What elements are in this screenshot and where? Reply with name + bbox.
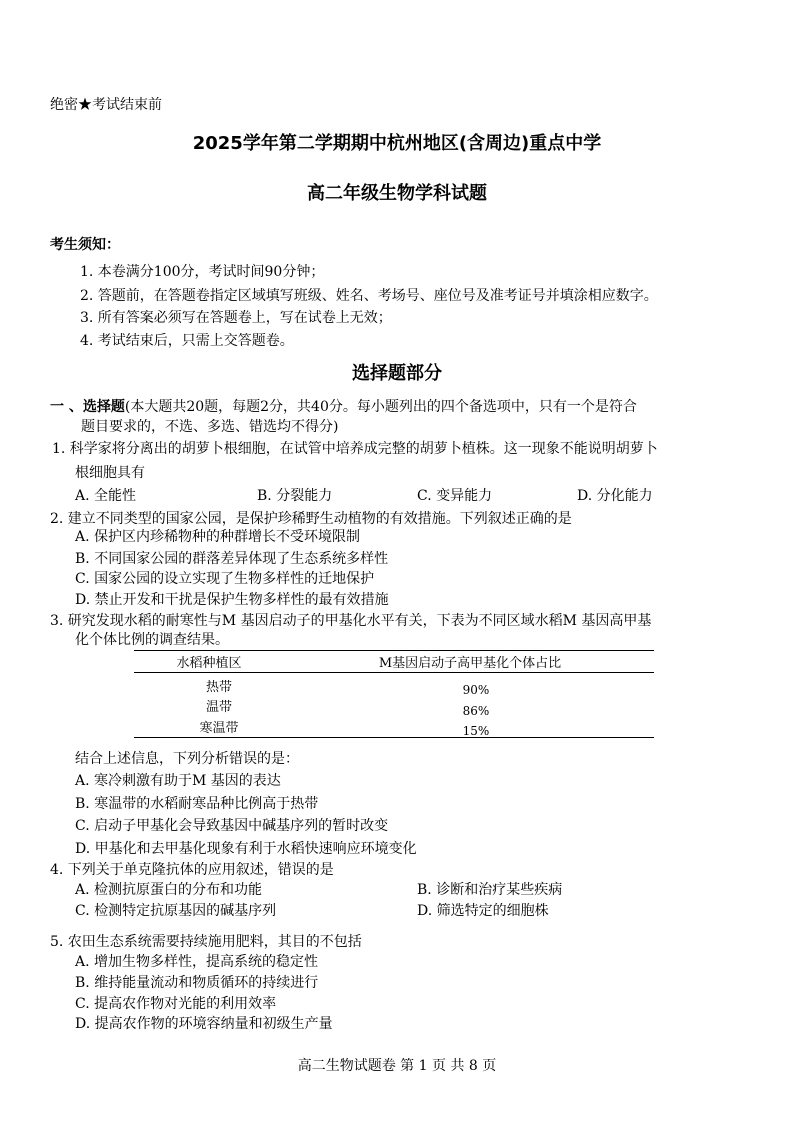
question-3-option-c: C. 启动子甲基化会导致基因中碱基序列的暂时改变 [75, 818, 389, 834]
question-2-stem: 2. 建立不同类型的国家公园，是保护珍稀野生动植物的有效措施。下列叙述正确的是 [50, 511, 572, 527]
table-header-ratio: M基因启动子高甲基化个体占比 [378, 656, 562, 671]
table-header-rule [134, 672, 654, 673]
notice-item: 2. 答题前，在答题卷指定区域填写班级、姓名、考场号、座位号及准考证号并填涂相应数字。 [80, 288, 658, 304]
question-2-option-d: D. 禁止开发和干扰是保护生物多样性的最有效措施 [75, 592, 389, 608]
exam-title: 2025学年第二学期期中杭州地区(含周边)重点中学 [192, 133, 602, 154]
question-2-option-a: A. 保护区内珍稀物种的种群增长不受环境限制 [75, 529, 361, 545]
exam-subtitle: 高二年级生物学科试题 [307, 183, 487, 204]
part-label: 一 、选择题 [50, 399, 125, 415]
table-cell-ratio: 15% [462, 724, 490, 738]
table-top-rule [134, 650, 654, 651]
question-5-option-d: D. 提高农作物的环境容纳量和初级生产量 [75, 1016, 333, 1032]
question-5-stem: 5. 农田生态系统需要持续施用肥料，其目的不包括 [50, 934, 362, 950]
question-1-stem: 1. 科学家将分离出的胡萝卜根细胞，在试管中培养成完整的胡萝卜植株。这一现象不能说明胡萝卜 [52, 441, 658, 457]
table-cell-region: 热带 [205, 680, 232, 695]
question-5-option-a: A. 增加生物多样性，提高系统的稳定性 [75, 954, 319, 970]
notice-item: 3. 所有答案必须写在答题卷上，写在试卷上无效； [80, 310, 392, 326]
question-2-option-b: B. 不同国家公园的群落差异体现了生态系统多样性 [75, 551, 389, 567]
question-3-stem-cont: 化个体比例的调查结果。 [75, 632, 229, 648]
question-1-stem-cont: 根细胞具有 [75, 465, 145, 481]
notice-item: 4. 考试结束后，只需上交答题卷。 [80, 333, 294, 349]
question-1-option-a: A. 全能性 [75, 488, 137, 504]
question-3-option-b: B. 寒温带的水稻耐寒品种比例高于热带 [75, 796, 319, 812]
question-3-lead: 结合上述信息，下列分析错误的是： [75, 751, 299, 767]
table-bottom-rule [134, 737, 654, 738]
question-5-option-b: B. 维持能量流动和物质循环的持续进行 [75, 975, 319, 991]
question-2-option-c: C. 国家公园的设立实现了生物多样性的迁地保护 [75, 571, 375, 587]
question-4-option-b: B. 诊断和治疗某些疾病 [417, 882, 563, 898]
table-header-region: 水稻种植区 [176, 656, 242, 671]
part-description: (本大题共20题，每题2分，共40分。每小题列出的四个备选项中，只有一个是符合 [124, 399, 637, 415]
question-5-option-c: C. 提高农作物对光能的利用效率 [75, 996, 277, 1012]
table-cell-ratio: 90% [462, 683, 490, 697]
part-heading [50, 398, 637, 416]
question-4-stem: 4. 下列关于单克隆抗体的应用叙述，错误的是 [50, 862, 334, 878]
question-4-option-d: D. 筛选特定的细胞株 [417, 903, 549, 919]
table-cell-ratio: 86% [462, 704, 490, 718]
section-title: 选择题部分 [352, 363, 442, 384]
notice-heading: 考生须知： [50, 237, 120, 253]
secrecy-label: 绝密★考试结束前 [50, 97, 162, 113]
question-3-option-a: A. 寒冷刺激有助于M 基因的表达 [75, 773, 281, 789]
question-1-option-b: B. 分裂能力 [257, 488, 333, 504]
page-footer: 高二生物试题卷 第 1 页 共 8 页 [297, 1058, 497, 1074]
question-3-stem: 3. 研究发现水稻的耐寒性与M 基因启动子的甲基化水平有关，下表为不同区域水稻M 基因高甲基 [50, 613, 652, 629]
question-4-option-a: A. 检测抗原蛋白的分布和功能 [75, 882, 263, 898]
question-3-option-d: D. 甲基化和去甲基化现象有利于水稻快速响应环境变化 [75, 841, 417, 857]
part-description-cont: 题目要求的，不选、多选、错选均不得分) [81, 419, 339, 435]
question-1-option-d: D. 分化能力 [577, 488, 653, 504]
question-1-option-c: C. 变异能力 [417, 488, 493, 504]
table-cell-region: 温带 [205, 700, 232, 715]
notice-item: 1. 本卷满分100分，考试时间90分钟； [80, 264, 325, 280]
table-cell-region: 寒温带 [199, 721, 239, 736]
question-4-option-c: C. 检测特定抗原基因的碱基序列 [75, 903, 277, 919]
